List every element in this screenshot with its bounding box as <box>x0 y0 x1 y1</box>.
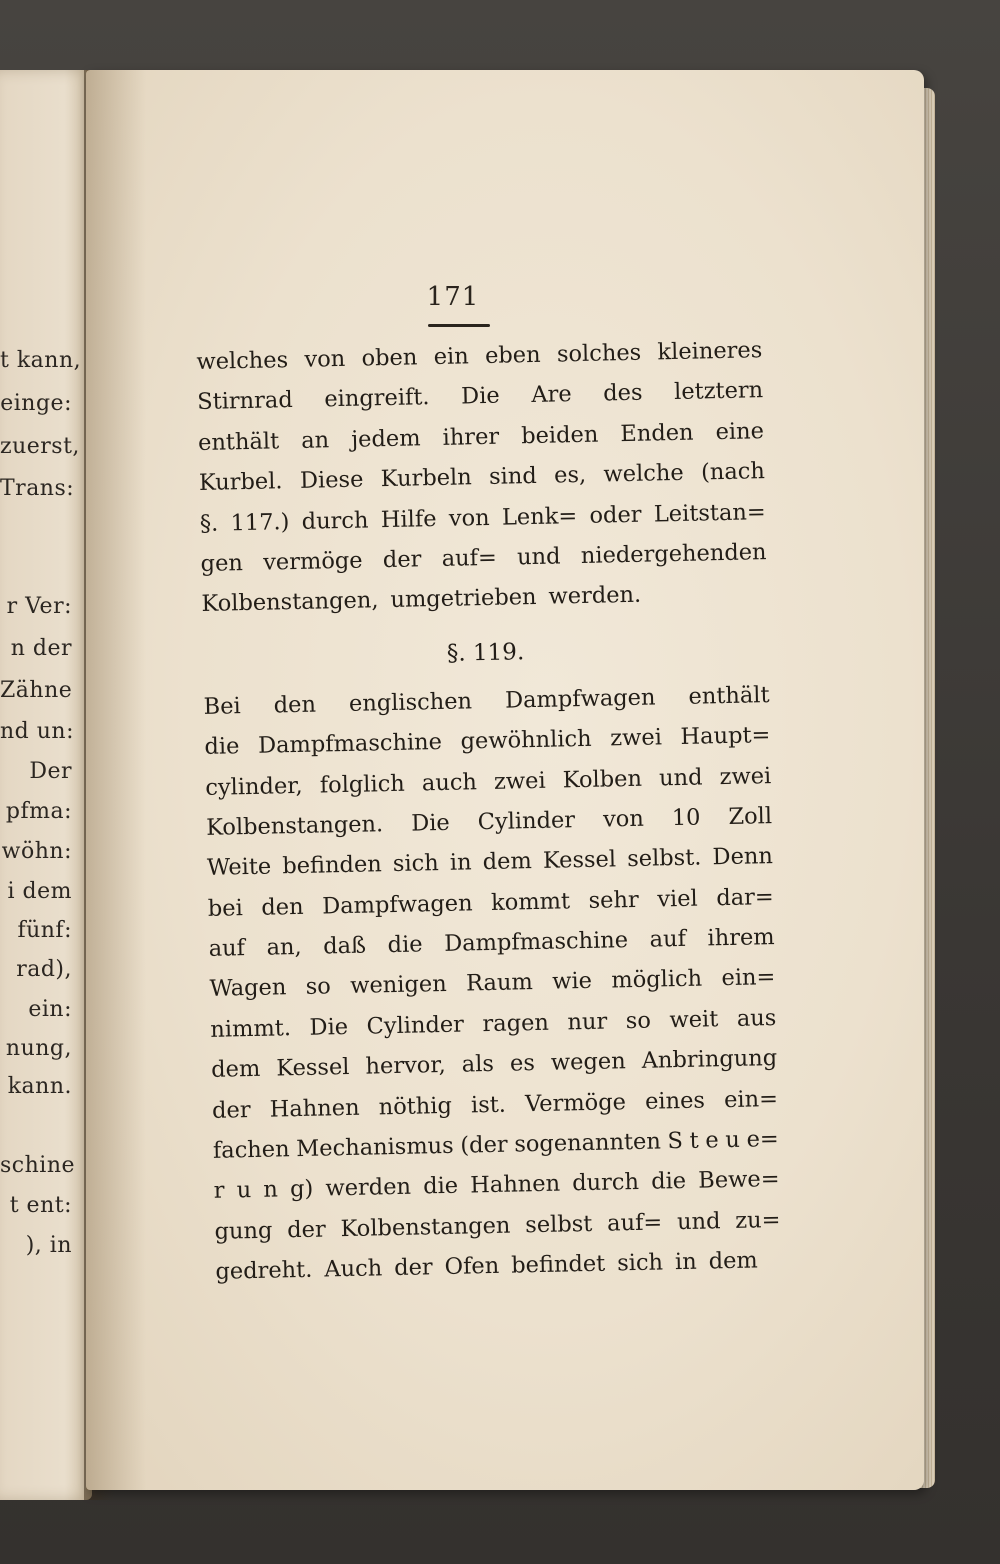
word: die <box>650 1168 687 1196</box>
word: ein= <box>721 964 776 992</box>
word: enthält <box>197 428 280 456</box>
word: 117.) <box>230 508 290 536</box>
word: Kurbel. <box>198 468 283 497</box>
paragraph-2 <box>203 675 782 1293</box>
word: gewöhnlich <box>460 725 592 755</box>
left-page-line: r Ver: <box>6 594 72 619</box>
word: nöthig <box>378 1092 453 1120</box>
word: in <box>674 1248 697 1276</box>
word: r <box>213 1178 225 1205</box>
word: vermöge <box>262 547 363 576</box>
left-page-line: t ent: <box>9 1193 72 1218</box>
left-page-line: rad), <box>16 957 72 982</box>
left-page <box>0 70 92 1500</box>
word: Die <box>309 1013 349 1041</box>
word: Kolbenstangen. <box>205 811 384 841</box>
left-page-line: zuerst, <box>0 434 80 459</box>
word: Kolbenstangen, <box>201 587 379 618</box>
word: kommt <box>490 887 571 916</box>
word: Zoll <box>728 802 773 830</box>
word: Auch <box>324 1255 383 1283</box>
left-page-line: Zähne <box>0 678 73 703</box>
word: (nach <box>700 458 766 486</box>
word: Ofen <box>444 1253 500 1281</box>
left-page-line: wöhn: <box>1 839 72 864</box>
word: ein <box>433 343 469 371</box>
word: eben <box>484 341 541 369</box>
word: möglich <box>611 966 703 994</box>
word: daß <box>322 932 367 960</box>
word: Cylinder <box>366 1011 465 1040</box>
left-page-line: nd un: <box>0 719 74 744</box>
word: von <box>304 345 346 373</box>
word: ragen <box>482 1009 550 1038</box>
word: sehr <box>588 886 639 914</box>
word: und <box>658 764 703 791</box>
word: eine <box>715 417 765 445</box>
word: sich <box>616 1249 664 1277</box>
word: in <box>449 849 472 877</box>
word: Cylinder <box>477 807 576 836</box>
word: Hilfe <box>380 505 437 533</box>
word: Bewe= <box>698 1166 780 1195</box>
word: Dampfwagen <box>504 684 656 714</box>
word: dar= <box>716 883 775 911</box>
word: es, <box>553 462 587 489</box>
word: zwei <box>493 767 546 795</box>
word: fachen <box>212 1136 290 1164</box>
word: wenigen <box>349 971 447 1000</box>
word: Diese <box>299 466 364 495</box>
word: die <box>204 733 240 761</box>
left-page-line: schine <box>0 1153 76 1178</box>
word: Die <box>410 809 451 837</box>
word: Dampfmaschine <box>257 729 443 759</box>
word: nimmt. <box>210 1015 292 1043</box>
word: auf= <box>606 1209 663 1237</box>
word: §. <box>199 510 219 537</box>
word: eines <box>644 1087 706 1115</box>
word: zwei <box>609 724 663 752</box>
word: Anbringung <box>641 1045 778 1075</box>
word: Denn <box>712 843 774 871</box>
word: werden. <box>548 582 642 611</box>
word: es <box>509 1050 536 1077</box>
word: eingreift. <box>324 384 430 413</box>
word: Enden <box>620 419 694 447</box>
word: der <box>286 1216 327 1244</box>
word: (der <box>460 1131 508 1159</box>
word: solches <box>556 339 642 368</box>
word: 10 <box>671 804 701 832</box>
word: gung <box>214 1217 273 1245</box>
word: kleineres <box>657 337 763 366</box>
word: die <box>387 931 423 959</box>
word: Lenk= <box>501 502 578 531</box>
word: und <box>676 1208 721 1235</box>
word: welche <box>603 459 684 488</box>
word: dem <box>210 1056 261 1084</box>
word: sich <box>392 850 440 878</box>
word: so <box>305 973 332 1001</box>
left-page-line: Trans: <box>0 476 75 501</box>
left-page-line: i dem <box>7 879 72 904</box>
body-text <box>196 330 782 1292</box>
word: Are <box>531 381 572 409</box>
word: englischen <box>348 688 473 717</box>
left-page-line: ein: <box>28 997 72 1022</box>
word: bei <box>207 894 244 922</box>
word: Kurbeln <box>380 464 472 493</box>
word: der <box>382 546 422 574</box>
word: der <box>393 1254 433 1282</box>
word: als <box>461 1051 495 1078</box>
word: von <box>602 805 645 833</box>
word: auch <box>421 768 478 796</box>
word: Hahnen <box>269 1094 360 1123</box>
word: Stirnrad <box>196 387 294 416</box>
left-page-line: n der <box>10 636 72 661</box>
section-heading: §. 119. <box>446 638 525 667</box>
word: Dampfwagen <box>321 890 473 920</box>
word: selbst <box>524 1210 593 1239</box>
word: u <box>236 1177 252 1204</box>
word: zwei <box>719 762 772 790</box>
word: so <box>625 1007 652 1035</box>
word: dem <box>708 1247 759 1275</box>
word: letztern <box>673 377 764 406</box>
word: e <box>705 1127 719 1154</box>
word: dem <box>482 848 533 876</box>
word: sind <box>488 463 537 491</box>
word: zu= <box>735 1206 781 1234</box>
word: die <box>422 1173 459 1200</box>
word: Raum <box>465 969 534 997</box>
word: durch <box>301 506 369 535</box>
word: beiden <box>520 421 599 449</box>
word: gen <box>200 550 244 577</box>
page-number-rule <box>428 324 490 327</box>
word: von <box>448 504 490 532</box>
word: Haupt= <box>680 722 771 751</box>
word: Die <box>460 383 500 410</box>
word: t <box>689 1127 699 1154</box>
word: des <box>602 380 643 407</box>
word: oben <box>361 344 418 372</box>
word: n <box>263 1176 279 1204</box>
word: werden <box>325 1174 412 1202</box>
word: niedergehenden <box>580 539 767 569</box>
word: Weite <box>206 853 272 882</box>
left-page-line: einge: <box>0 391 72 416</box>
word: ein= <box>723 1085 779 1113</box>
word: Kolben <box>562 765 643 793</box>
word: Leitstan= <box>653 498 766 528</box>
word: sogenannten <box>514 1128 662 1158</box>
word: befindet <box>510 1250 606 1279</box>
word: hervor, <box>365 1052 447 1080</box>
word: oder <box>589 501 642 529</box>
word: auf <box>649 925 687 953</box>
word: u <box>725 1126 741 1154</box>
left-page-line: t kann, <box>0 348 82 373</box>
word: e= <box>746 1126 779 1153</box>
word: auf= <box>441 544 498 572</box>
word: Hahnen <box>470 1170 561 1199</box>
page-number: 171 <box>426 282 480 312</box>
word: durch <box>572 1169 640 1197</box>
paragraph-1 <box>196 330 768 625</box>
word: cylinder, <box>205 772 303 801</box>
word: Dampfmaschine <box>443 927 629 958</box>
word: umgetrieben <box>390 584 537 614</box>
word: gedreht. <box>215 1256 313 1285</box>
word: an <box>300 427 330 454</box>
word: viel <box>657 885 698 913</box>
word: aus <box>736 1004 777 1032</box>
word: an, <box>266 934 302 961</box>
word: selbst. <box>626 844 702 873</box>
word: Kolbenstangen <box>340 1212 511 1242</box>
word: den <box>273 691 317 719</box>
left-page-line: kann. <box>7 1074 72 1099</box>
word: Wagen <box>209 974 287 1003</box>
word: befinden <box>282 851 383 880</box>
left-page-line: pfma: <box>5 799 72 824</box>
left-page-line: fünf: <box>17 918 72 943</box>
left-page-line: nung, <box>5 1036 72 1061</box>
word: und <box>516 543 561 571</box>
word: wegen <box>550 1048 626 1076</box>
word: Vermöge <box>524 1088 627 1117</box>
word: Mechanismus <box>295 1132 454 1163</box>
word: ihrem <box>707 924 775 952</box>
word: weit <box>669 1006 719 1034</box>
word: enthält <box>688 681 770 710</box>
word: den <box>261 893 304 921</box>
word: ihrer <box>442 423 500 451</box>
word: Kessel <box>276 1054 350 1082</box>
word: S <box>667 1128 684 1155</box>
word: Kessel <box>542 846 617 875</box>
word: Bei <box>203 692 241 720</box>
word: folglich <box>319 770 406 799</box>
word: der <box>211 1096 251 1124</box>
word: auf <box>208 935 246 962</box>
word: g) <box>289 1176 314 1203</box>
word: nur <box>567 1008 608 1036</box>
word: jedem <box>350 425 421 453</box>
left-page-line: Der <box>29 759 72 784</box>
word: welches <box>196 347 289 375</box>
left-page-line: ), in <box>25 1233 72 1258</box>
word: wie <box>551 968 593 996</box>
word: ist. <box>470 1091 507 1119</box>
